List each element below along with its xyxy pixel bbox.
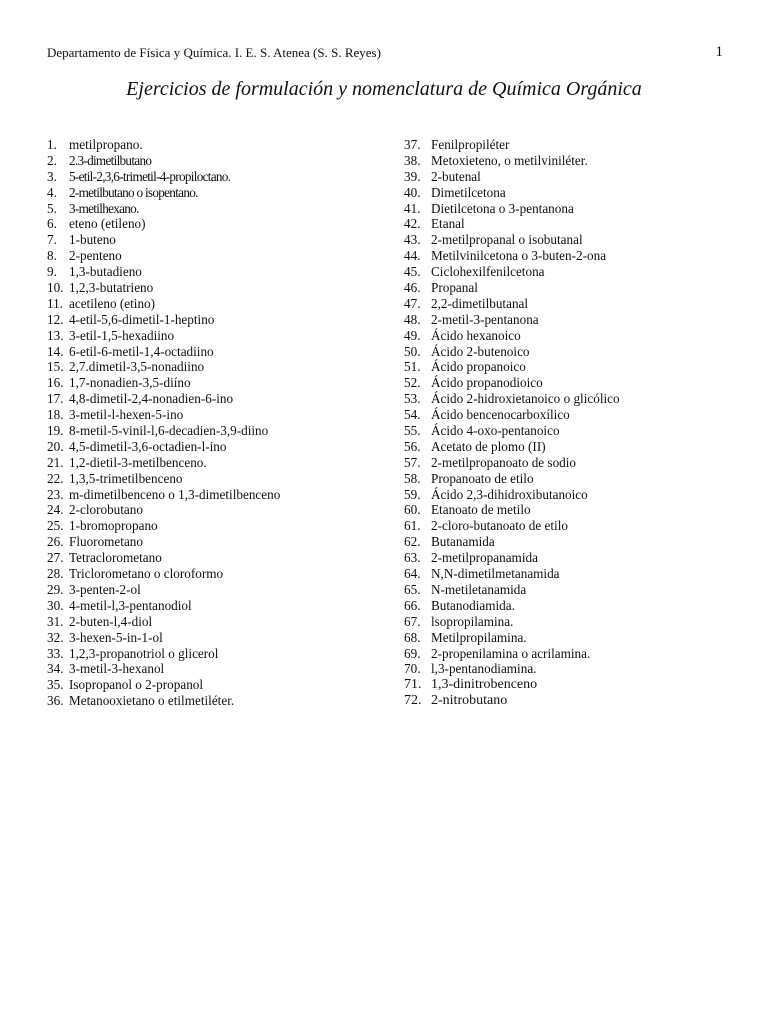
exercise-text: 4,8-dimetil-2,4-nonadien-6-ino: [69, 391, 234, 407]
exercise-text: Acetato de plomo (II): [431, 438, 546, 454]
exercise-number: 37.: [404, 137, 421, 152]
exercise-item: [404, 646, 749, 662]
exercise-text: 2-nitrobutano: [431, 693, 508, 709]
exercise-item: [404, 375, 749, 391]
exercise-item: [404, 248, 749, 264]
exercise-text: 4,5-dimetil-3,6-octadien-l-ino: [69, 438, 227, 454]
exercise-text: 2,7.dimetil-3,5-nonadiino: [69, 359, 205, 375]
exercise-number: 26.: [47, 534, 64, 550]
exercise-number: 13.: [47, 327, 64, 343]
exercise-text: 1,3,5-trimetilbenceno: [69, 470, 183, 486]
exercise-text: Propanoato de etilo: [431, 470, 534, 486]
exercise-item: [47, 630, 392, 646]
exercise-number: 65.: [404, 581, 421, 597]
exercise-item: [47, 344, 392, 360]
exercise-item: [47, 471, 392, 487]
exercise-item: [404, 661, 749, 677]
exercise-text: Dimetilcetona: [431, 184, 506, 200]
exercise-number: 33.: [47, 645, 64, 661]
exercise-item: [47, 661, 392, 677]
exercise-item: [47, 439, 392, 455]
exercise-number: 51.: [404, 359, 421, 375]
exercise-text: Ácido propanoico: [431, 359, 526, 375]
exercise-item: [404, 280, 749, 296]
exercise-number: 38.: [404, 152, 421, 168]
exercise-number: 59.: [404, 486, 421, 502]
exercise-text: Ácido 2-hidroxietanoico o glicólico: [431, 391, 620, 407]
exercise-number: 7.: [47, 232, 57, 248]
page-header: [47, 45, 723, 63]
exercise-number: 53.: [404, 391, 421, 407]
exercise-text: 2-metilpropanamida: [431, 550, 538, 566]
exercise-item: [47, 407, 392, 423]
exercise-text: Metanooxietano o etilmetiléter.: [69, 693, 235, 709]
exercise-text: 3-hexen-5-in-1-ol: [69, 629, 163, 645]
exercise-text: Fluorometano: [69, 534, 143, 550]
exercise-text: 1-bromopropano: [69, 518, 158, 534]
exercise-number: 16.: [47, 375, 64, 391]
exercise-text: 2,2-dimetilbutanal: [431, 295, 529, 311]
page-title: Ejercicios de formulación y nomenclatura de Química Orgánica: [126, 78, 642, 100]
exercise-text: Fenilpropiléter: [431, 137, 510, 152]
exercise-text: 1,3-butadieno: [69, 264, 142, 280]
exercise-item: [404, 598, 749, 614]
exercise-text: 2-penteno: [69, 248, 122, 264]
exercise-text: m-dimetilbenceno o 1,3-dimetilbenceno: [69, 486, 281, 502]
exercise-item: [404, 296, 749, 312]
exercise-text: 2-metilpropanal o isobutanal: [431, 232, 583, 248]
exercise-item: [404, 232, 749, 248]
exercise-item: [404, 439, 749, 455]
exercise-item: [47, 598, 392, 614]
exercise-number: 11.: [47, 295, 63, 311]
exercise-item: [47, 375, 392, 391]
exercise-item: [404, 534, 749, 550]
exercise-item: [404, 264, 749, 280]
exercise-text: l,3-pentanodiamina.: [431, 661, 537, 677]
exercise-item: [47, 264, 392, 280]
exercise-number: 6.: [47, 216, 57, 232]
exercise-item: [404, 455, 749, 471]
exercise-item: [47, 550, 392, 566]
exercise-item: [404, 518, 749, 534]
exercise-number: 31.: [47, 613, 64, 629]
exercise-number: 24.: [47, 502, 64, 518]
exercise-number: 10.: [47, 280, 64, 296]
exercise-number: 57.: [404, 454, 421, 470]
exercise-item: [404, 487, 749, 503]
exercise-text: 3-penten-2-ol: [69, 581, 141, 597]
exercise-item: [404, 137, 749, 153]
exercise-number: 58.: [404, 470, 421, 486]
exercise-item: [404, 312, 749, 328]
exercise-text: metilpropano.: [69, 137, 143, 152]
exercise-number: 61.: [404, 518, 421, 534]
exercise-item: [47, 248, 392, 264]
exercise-text: Tetraclorometano: [69, 550, 162, 566]
exercise-number: 28.: [47, 566, 64, 582]
exercise-text: 2-cloro-butanoato de etilo: [431, 518, 568, 534]
exercise-number: 71.: [404, 677, 422, 693]
exercise-text: N,N-dimetilmetanamida: [431, 566, 560, 582]
exercise-item: [404, 614, 749, 630]
exercise-item: [47, 216, 392, 232]
exercise-number: 27.: [47, 550, 64, 566]
exercise-number: 69.: [404, 645, 421, 661]
exercise-text: 1,3-dinitrobenceno: [431, 677, 538, 693]
exercise-text: Butanamida: [431, 534, 495, 550]
exercise-number: 2.: [47, 152, 57, 168]
exercise-item: [404, 423, 749, 439]
exercise-number: 70.: [404, 661, 421, 677]
exercise-text: Etanoato de metilo: [431, 502, 531, 518]
exercise-text: Etanal: [431, 216, 465, 232]
exercise-number: 42.: [404, 216, 421, 232]
exercise-number: 67.: [404, 613, 421, 629]
exercise-text: Ácido propanodioico: [431, 375, 543, 391]
exercise-item: [47, 312, 392, 328]
exercise-text: 2-metilpropanoato de sodio: [431, 454, 577, 470]
exercise-item: [404, 153, 749, 169]
exercise-item: [404, 407, 749, 423]
exercise-text: 3-etil-1,5-hexadiino: [69, 327, 175, 343]
exercise-text: 6-etil-6-metil-1,4-octadiino: [69, 343, 214, 359]
exercise-number: 17.: [47, 391, 64, 407]
exercise-text: Ácido hexanoico: [431, 327, 521, 343]
exercise-number: 9.: [47, 264, 57, 280]
exercise-text: Ácido 2,3-dihidroxibutanoico: [431, 486, 588, 502]
exercise-number: 45.: [404, 264, 421, 280]
exercise-item: [404, 391, 749, 407]
exercise-number: 48.: [404, 311, 421, 327]
exercise-number: 3.: [47, 168, 57, 184]
exercise-item: [47, 328, 392, 344]
exercise-number: 29.: [47, 581, 64, 597]
exercise-text: 2-metilbutano o isopentano.: [69, 184, 198, 200]
exercise-item: [47, 677, 392, 693]
exercise-item: [404, 471, 749, 487]
department-header: Departamento de Física y Química. I. E. S. Atenea (S. S. Reyes): [47, 45, 381, 60]
exercise-text: 5-etil-2,3,6-trimetil-4-propiloctano.: [69, 168, 231, 184]
exercise-text: Triclorometano o cloroformo: [69, 566, 224, 582]
exercise-number: 1.: [47, 137, 57, 152]
exercise-number: 22.: [47, 470, 64, 486]
exercise-item: [404, 693, 749, 709]
exercise-number: 8.: [47, 248, 57, 264]
exercise-number: 30.: [47, 597, 64, 613]
exercise-number: 47.: [404, 295, 421, 311]
exercise-text: 1,7-nonadien-3,5-diíno: [69, 375, 191, 391]
exercise-item: [404, 630, 749, 646]
exercise-text: 2.3-dimetilbutano: [69, 152, 152, 168]
exercise-text: Isopropanol o 2-propanol: [69, 677, 204, 693]
exercise-text: Metoxieteno, o metilviniléter.: [431, 152, 588, 168]
exercise-text: 1,2,3-butatrieno: [69, 280, 154, 296]
exercise-item: [47, 137, 392, 153]
exercise-text: 3-metil-l-hexen-5-ino: [69, 407, 184, 423]
exercise-number: 5.: [47, 200, 57, 216]
exercise-item: [404, 169, 749, 185]
exercise-item: [404, 201, 749, 217]
exercise-text: 2-buten-l,4-diol: [69, 613, 153, 629]
exercise-number: 56.: [404, 438, 421, 454]
exercise-item: [47, 455, 392, 471]
exercise-number: 44.: [404, 248, 421, 264]
exercise-item: [404, 185, 749, 201]
exercise-number: 34.: [47, 661, 64, 677]
exercise-number: 32.: [47, 629, 64, 645]
exercise-item: [47, 201, 392, 217]
exercise-item: [404, 550, 749, 566]
exercise-item: [47, 534, 392, 550]
exercise-number: 52.: [404, 375, 421, 391]
exercise-text: 8-metil-5-vinil-l,6-decadien-3,9-diino: [69, 423, 269, 439]
exercise-item: [404, 677, 749, 693]
exercise-text: Metilpropilamina.: [431, 629, 527, 645]
page-number: 1: [715, 44, 723, 60]
exercise-item: [47, 502, 392, 518]
exercise-text: 2-butenal: [431, 168, 481, 184]
exercise-text: 3-metilhexano.: [69, 200, 139, 216]
exercise-number: 72.: [404, 693, 422, 709]
exercise-number: 54.: [404, 407, 421, 423]
exercise-number: 41.: [404, 200, 421, 216]
exercise-number: 40.: [404, 184, 421, 200]
exercise-text: 4-etil-5,6-dimetil-1-heptino: [69, 311, 215, 327]
exercise-item: [47, 185, 392, 201]
exercise-text: eteno (etileno): [69, 216, 146, 232]
exercise-number: 4.: [47, 184, 57, 200]
exercise-text: Ácido bencenocarboxílico: [431, 407, 570, 423]
exercise-item: [47, 518, 392, 534]
exercise-item: [47, 391, 392, 407]
exercise-item: [404, 328, 749, 344]
exercise-text: 1-buteno: [69, 232, 116, 248]
exercise-item: [47, 423, 392, 439]
exercise-item: [47, 169, 392, 185]
exercise-number: 55.: [404, 423, 421, 439]
exercise-text: Butanodiamida.: [431, 597, 515, 613]
exercise-number: 15.: [47, 359, 64, 375]
exercise-list-right: [404, 137, 749, 709]
exercise-item: [47, 280, 392, 296]
exercise-item: [47, 296, 392, 312]
exercise-number: 12.: [47, 311, 64, 327]
exercise-text: Propanal: [431, 280, 478, 296]
exercise-number: 39.: [404, 168, 421, 184]
exercise-text: 2-propenilamina o acrilamina.: [431, 645, 591, 661]
exercise-item: [47, 614, 392, 630]
exercise-item: [47, 232, 392, 248]
exercise-item: [404, 502, 749, 518]
exercise-text: Dietilcetona o 3-pentanona: [431, 200, 574, 216]
exercise-text: 2-metil-3-pentanona: [431, 311, 539, 327]
exercise-number: 66.: [404, 597, 421, 613]
exercise-number: 35.: [47, 677, 64, 693]
exercise-text: 1,2-dietil-3-metilbenceno.: [69, 454, 207, 470]
exercise-item: [47, 566, 392, 582]
exercise-text: 4-metil-l,3-pentanodiol: [69, 597, 192, 613]
exercise-item: [47, 153, 392, 169]
exercise-text: lsopropilamina.: [431, 613, 514, 629]
exercise-number: 64.: [404, 566, 421, 582]
exercise-item: [404, 582, 749, 598]
exercise-number: 21.: [47, 454, 64, 470]
exercise-list-left: [47, 137, 392, 709]
exercise-item: [47, 693, 392, 709]
exercise-number: 23.: [47, 486, 64, 502]
exercise-item: [47, 359, 392, 375]
exercise-item: [404, 359, 749, 375]
exercise-number: 36.: [47, 693, 64, 709]
exercise-number: 49.: [404, 327, 421, 343]
exercise-text: Ácido 4-oxo-pentanoico: [431, 423, 560, 439]
exercise-number: 62.: [404, 534, 421, 550]
exercise-number: 63.: [404, 550, 421, 566]
exercise-text: Ciclohexilfenilcetona: [431, 264, 545, 280]
exercise-item: [47, 582, 392, 598]
exercise-number: 18.: [47, 407, 64, 423]
exercise-item: [47, 487, 392, 503]
exercise-item: [47, 646, 392, 662]
exercise-number: 25.: [47, 518, 64, 534]
exercise-text: acetileno (etino): [69, 295, 156, 311]
exercise-text: N-metiletanamida: [431, 581, 527, 597]
exercise-number: 43.: [404, 232, 421, 248]
exercise-text: Metilvinilcetona o 3-buten-2-ona: [431, 248, 607, 264]
exercise-item: [404, 344, 749, 360]
exercise-number: 20.: [47, 438, 64, 454]
exercise-item: [404, 216, 749, 232]
exercise-number: 14.: [47, 343, 64, 359]
exercise-number: 60.: [404, 502, 421, 518]
exercise-number: 19.: [47, 423, 64, 439]
exercise-number: 50.: [404, 343, 421, 359]
exercise-number: 68.: [404, 629, 421, 645]
exercise-text: 2-clorobutano: [69, 502, 143, 518]
exercise-text: 3-metil-3-hexanol: [69, 661, 165, 677]
exercise-text: 1,2,3-propanotriol o glicerol: [69, 645, 219, 661]
exercise-number: 46.: [404, 280, 421, 296]
exercise-text: Ácido 2-butenoico: [431, 343, 530, 359]
exercise-item: [404, 566, 749, 582]
